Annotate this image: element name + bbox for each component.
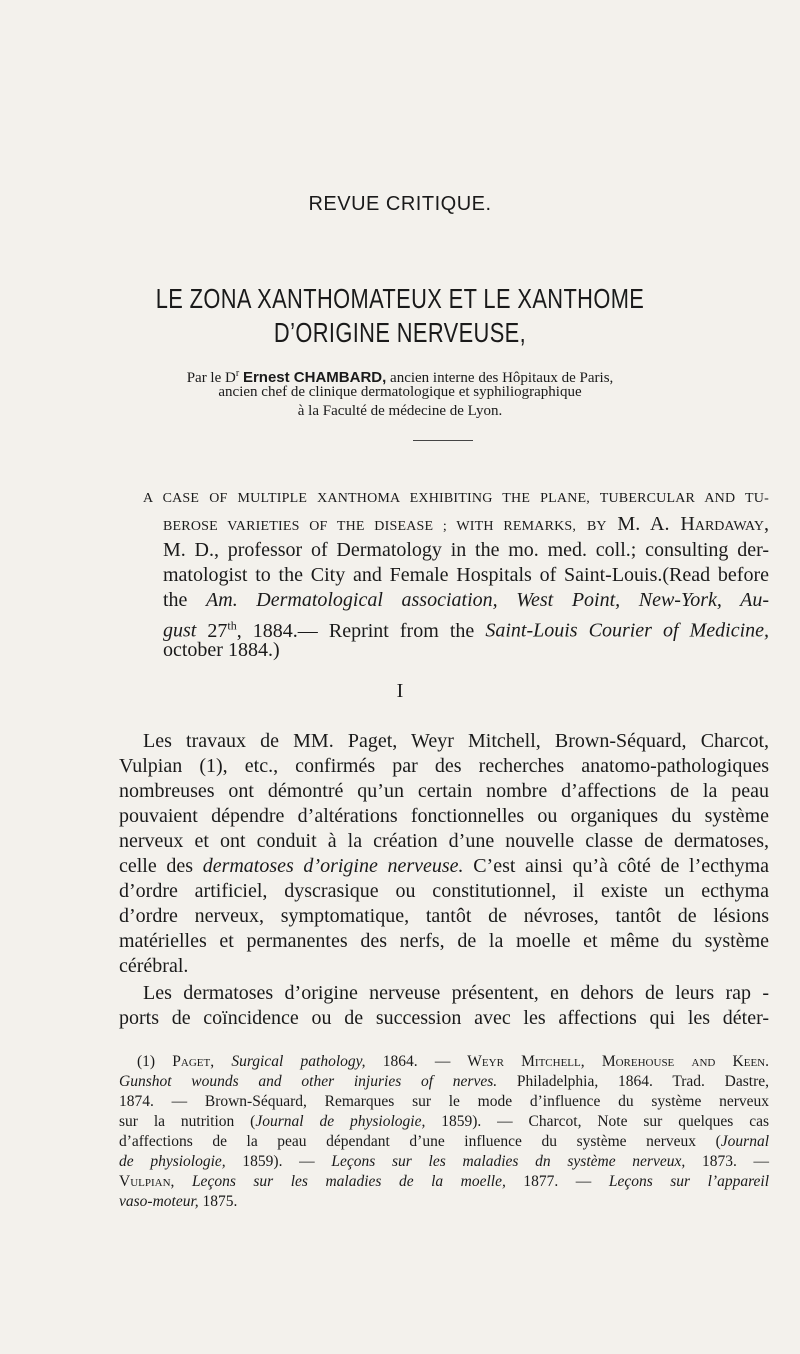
reference-day: 27 [207,619,228,642]
reference-line-7: october 1884.) [163,639,280,661]
footnote-text: d’affections de la peau dépendant d’une influence du système nerveux ( [119,1133,721,1150]
footnote-text: 1875. [202,1193,238,1210]
body-line: Vulpian (1), etc., confirmés par des recherches anatomo-pathologiques [119,755,769,777]
footnote-title: Journal de physiologie, [255,1113,426,1130]
footnote-text: Philadelphia, 1864. Trad. Dastre, [516,1073,769,1090]
body-line: nerveux et ont conduit à la création d’une nouvelle classe de dermatoses, [119,830,769,852]
reference-text: BEROSE VARIETIES OF THE DISEASE ; WITH REMARKS, [163,519,577,534]
footnote-line-6 [119,1152,769,1172]
body-line: matérielles et permanentes des nerfs, de la moelle et même du système [119,930,769,952]
author-prefix: Par le D [186,370,236,386]
article-title-line-2: D’ORIGINE NERVEUSE, [273,317,527,348]
footnote-line-8 [119,1192,769,1212]
footnote-line-5 [119,1132,769,1152]
body-emphasis: dermatoses d’origine nerveuse. [202,855,464,877]
footnote-line-4 [119,1112,769,1132]
reference-text: the [163,589,188,611]
footnote-title: de physiologie, [119,1153,226,1170]
footnote-line-1 [137,1052,769,1072]
reference-journal: Saint-Louis Courier of Medicine, [485,619,770,642]
footnote-text: (1) Paget, [137,1053,215,1070]
article-title-line-1: LE ZONA XANTHOMATEUX ET LE XANTHOME [155,283,645,314]
footnote-title: Leçons sur les maladies de la moelle, [191,1173,506,1190]
reference-day-suffix: th [227,618,237,632]
section-numeral: I [396,680,404,702]
footnote-title: Surgical pathology, [231,1053,366,1070]
reference-author: by M. A. Hardaway, [587,513,769,535]
separator-rule [413,440,473,441]
reference-line-5 [163,588,769,612]
reference-line-2 [163,512,769,539]
footnote-line-3: 1874. — Brown-Séquard, Remarques sur le mode d’influence du système nerveux [119,1093,769,1110]
body-line: Les dermatoses d’origine nerveuse présentent, en dehors de leurs rap - [143,982,769,1004]
reference-venue: Am. Dermatological association, West Point, New-York, Au- [206,589,770,611]
footnote-text: 1859). — Charcot, Note sur quelques cas [441,1113,769,1130]
reference-text: A CASE OF MULTIPLE XANTHOMA EXHIBITING THE PLANE, TUBERCULAR AND TU- [143,491,769,506]
footnote-text: 1864. — Weyr Mitchell, Morehouse and Keen. [382,1053,769,1070]
author-credential-3: à la Faculté de médecine de Lyon. [297,403,503,419]
footnote-title: Journal [720,1133,769,1150]
body-line: nombreuses ont démontré qu’un certain nombre d’affections de la peau [119,780,769,802]
reference-line-4: matologist to the City and Female Hospitals of Saint-Louis.(Read before [163,564,769,586]
footnote-text: Vulpian, [119,1173,175,1190]
footnote-text: 1877. — [523,1173,592,1190]
footnote-text: sur la nutrition ( [119,1113,256,1130]
footnote-title: Leçons sur l’appareil [608,1173,770,1190]
footnote-title: Gunshot wounds and other injuries of nerves. [119,1073,498,1090]
author-credential-1: ancien interne des Hôpitaux de Paris, [390,370,614,386]
body-line: cérébral. [119,955,189,977]
footnote-line-2 [119,1072,769,1092]
footnote-title: vaso-moteur, [119,1193,199,1210]
footnote-text: 1859). — [242,1153,315,1170]
body-text: C’est ainsi qu’à côté de l’ecthyma [473,855,770,877]
section-heading: REVUE CRITIQUE. [308,193,492,215]
reference-text: , 1884.— Reprint from the [236,619,475,642]
body-line: d’ordre artificiel, dyscrasique ou constitutionnel, il existe un ecthyma [119,880,769,902]
body-line: pouvaient dépendre d’altérations fonctionnelles ou organiques du système [119,805,769,827]
author-credential-2: ancien chef de clinique dermatologique et syphiliographique [218,384,582,400]
body-line [119,854,769,878]
reference-line-3: M. D., professor of Dermatology in the mo. med. coll.; consulting der- [163,539,769,561]
body-line: d’ordre nerveux, symptomatique, tantôt de névroses, tantôt de lésions [119,905,769,927]
footnote-text: 1873. — [701,1153,770,1170]
body-text: celle des [119,855,194,877]
author-name: Ernest CHAMBARD, [242,369,387,386]
reference-line-1 [143,487,769,511]
footnote-line-7 [119,1172,769,1192]
footnote-title: Leçons sur les maladies dn système nerveux, [331,1153,686,1170]
body-line: Les travaux de MM. Paget, Weyr Mitchell, Brown-Séquard, Charcot, [143,730,769,752]
body-line: ports de coïncidence ou de succession avec les affections qui les déter- [119,1007,769,1029]
author-title-sup: r [235,368,240,379]
reference-venue: gust [163,619,197,642]
